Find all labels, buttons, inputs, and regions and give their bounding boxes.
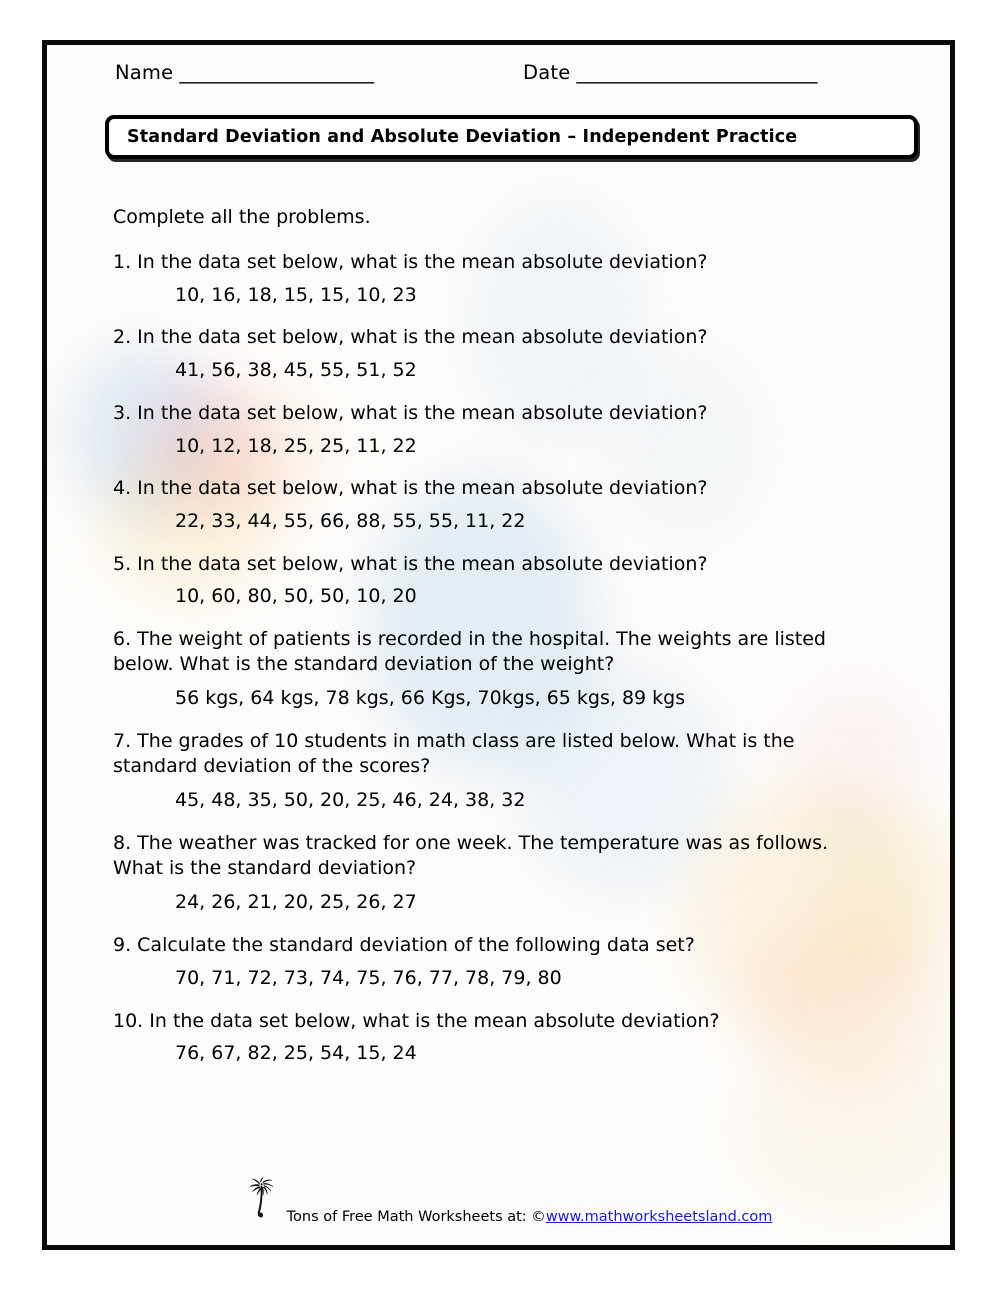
date-blank-line[interactable]: __________________________ bbox=[576, 61, 817, 84]
problem-question: 1. In the data set below, what is the mean absolute deviation? bbox=[113, 251, 708, 274]
problem-dataset: 70, 71, 72, 73, 74, 75, 76, 77, 78, 79, 80 bbox=[175, 966, 562, 989]
problem-dataset: 10, 60, 80, 50, 50, 10, 20 bbox=[175, 585, 417, 608]
problem-dataset: 24, 26, 21, 20, 25, 26, 27 bbox=[175, 891, 417, 914]
worksheet-title-banner bbox=[105, 115, 918, 159]
name-date-row bbox=[115, 61, 905, 95]
problem-question: 5. In the data set below, what is the mean absolute deviation? bbox=[113, 552, 708, 575]
problem-dataset: 10, 12, 18, 25, 25, 11, 22 bbox=[175, 434, 417, 457]
problem-dataset: 56 kgs, 64 kgs, 78 kgs, 66 Kgs, 70kgs, 65 kgs, 89 kgs bbox=[175, 687, 686, 710]
problem-item-6 bbox=[113, 627, 903, 711]
problem-question: 3. In the data set below, what is the mean absolute deviation? bbox=[113, 401, 708, 424]
name-label: Name bbox=[115, 61, 174, 84]
problem-dataset: 41, 56, 38, 45, 55, 51, 52 bbox=[175, 359, 417, 382]
problem-item-8 bbox=[113, 831, 903, 915]
problem-question: 8. The weather was tracked for one week. The temperature was as follows. What is the standard deviation? bbox=[113, 832, 829, 879]
date-field-group[interactable] bbox=[523, 61, 817, 84]
problem-question: 10. In the data set below, what is the mean absolute deviation? bbox=[113, 1009, 720, 1032]
date-label: Date bbox=[523, 61, 571, 84]
palm-tree-icon bbox=[245, 1171, 279, 1231]
problem-dataset: 76, 67, 82, 25, 54, 15, 24 bbox=[175, 1042, 417, 1065]
footer-credit-text: Tons of Free Math Worksheets at: © bbox=[286, 1209, 546, 1225]
problem-item-2 bbox=[113, 325, 903, 382]
page-footer bbox=[47, 1171, 955, 1231]
worksheet-page bbox=[42, 40, 955, 1250]
mathworksheetsland-link[interactable]: www.mathworksheetsland.com bbox=[545, 1209, 773, 1225]
instruction-text: Complete all the problems. bbox=[113, 206, 371, 228]
problem-question: 9. Calculate the standard deviation of the following data set? bbox=[113, 934, 695, 957]
problem-item-4 bbox=[113, 476, 903, 533]
problem-question: 2. In the data set below, what is the mean absolute deviation? bbox=[113, 326, 708, 349]
name-field-group[interactable] bbox=[115, 61, 374, 84]
problem-dataset: 10, 16, 18, 15, 15, 10, 23 bbox=[175, 283, 417, 306]
problem-item-10 bbox=[113, 1009, 903, 1066]
problem-list bbox=[113, 205, 903, 1084]
page-title: Standard Deviation and Absolute Deviation – Independent Practice bbox=[127, 127, 798, 147]
problem-question: 6. The weight of patients is recorded in the hospital. The weights are listed below. What is the standard deviation of the weight? bbox=[113, 627, 826, 675]
problem-question: 7. The grades of 10 students in math class are listed below. What is the standard deviation of the scores? bbox=[113, 730, 795, 777]
problem-dataset: 45, 48, 35, 50, 20, 25, 46, 24, 38, 32 bbox=[175, 789, 526, 812]
problem-item-5 bbox=[113, 552, 903, 609]
name-blank-line[interactable]: _____________________ bbox=[179, 61, 374, 84]
problem-item-3 bbox=[113, 401, 903, 458]
problem-item-9 bbox=[113, 933, 903, 990]
problem-dataset: 22, 33, 44, 55, 66, 88, 55, 55, 11, 22 bbox=[175, 509, 526, 532]
problem-item-1 bbox=[113, 250, 903, 307]
problem-item-7 bbox=[113, 729, 903, 813]
footer-credit bbox=[287, 1209, 773, 1231]
problem-question: 4. In the data set below, what is the mean absolute deviation? bbox=[113, 477, 708, 500]
